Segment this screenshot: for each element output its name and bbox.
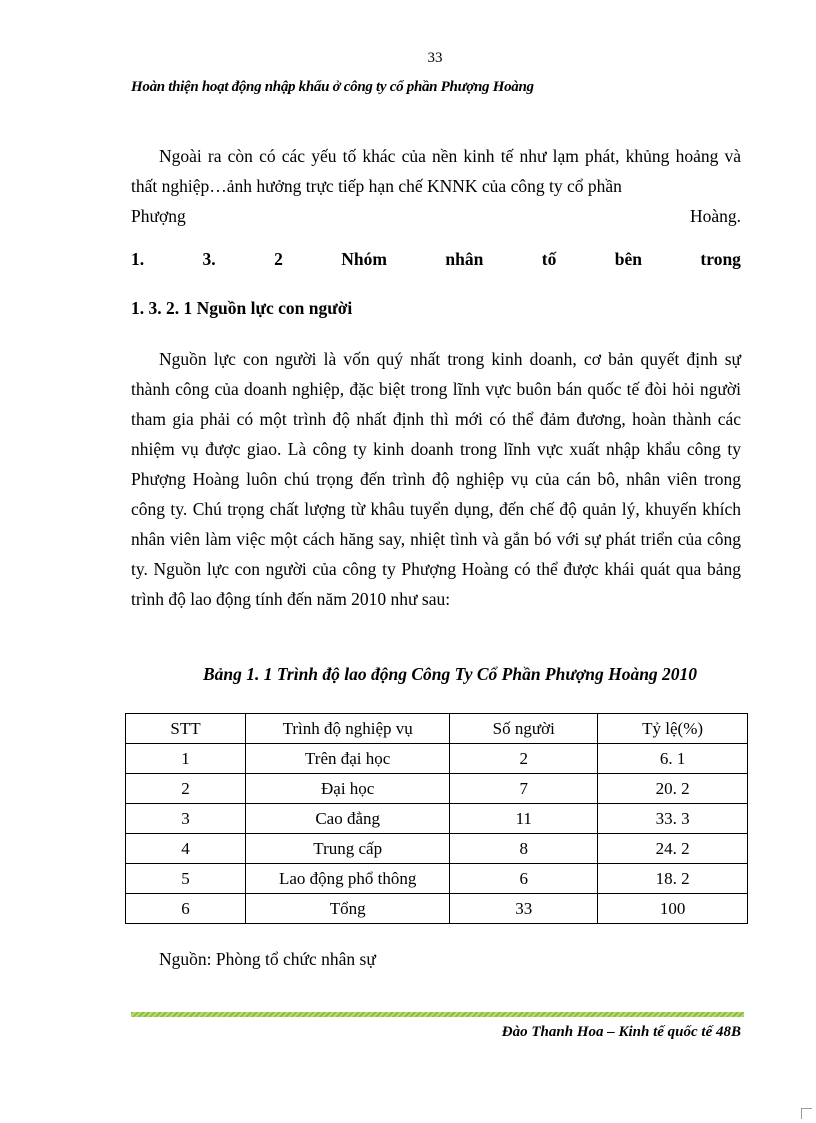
cell-count: 2 [450,744,598,774]
cell-rate: 33. 3 [598,804,748,834]
cell-rate: 100 [598,894,748,924]
cell-rate: 20. 2 [598,774,748,804]
paragraph-intro-last-word-left: Phượng [131,206,186,226]
cell-count: 8 [450,834,598,864]
cell-rate: 6. 1 [598,744,748,774]
cell-level: Tổng [246,894,450,924]
table-row-total [126,894,748,924]
table-row [126,774,748,804]
cell-stt: 6 [126,894,246,924]
cell-level: Lao động phổ thông [246,864,450,894]
paragraph-human-resources: Nguồn lực con người là vốn quý nhất trong kinh doanh, cơ bản quyết định sự thành công của doanh nghiệp, đặc biệt trong lĩnh vực buôn bán quốc tế đòi hỏi người tham gia phải có một trình độ nhất định thì mới có thể đảm đương, hoàn thành các nhiệm vụ được giao. Là công ty kinh doanh trong lĩnh vực xuất nhập khẩu công ty Phượng Hoàng luôn chú trọng đến trình độ nghiệp vụ của cán bô, nhân viên trong công ty. Chú trọng chất lượng từ khâu tuyển dụng, đến chế độ quản lý, khuyến khích nhân viên làm việc một cách hăng say, nhiệt tình và gắn bó với sự phát triển của công ty. Nguồn lực con người của công ty Phượng Hoàng có thể được khái quát qua bảng trình độ lao động tính đến năm 2010 như sau: [131,349,741,609]
cell-level: Đại học [246,774,450,804]
section-heading-part: tố [541,249,557,269]
section-heading-part: trong [700,249,741,269]
labor-table [125,713,748,924]
cell-level: Cao đẳng [246,804,450,834]
page-corner-mark [801,1108,812,1119]
cell-rate: 24. 2 [598,834,748,864]
section-heading-part: Nhóm [341,249,387,269]
paragraph-intro [131,141,741,231]
table-row [126,834,748,864]
subsection-heading: 1. 3. 2. 1 Nguồn lực con người [131,298,353,318]
cell-level: Trung cấp [246,834,450,864]
table-row [126,744,748,774]
cell-rate: 18. 2 [598,864,748,894]
header-rate: Tỷ lệ(%) [598,714,748,744]
paragraph-intro-last-word-right: Hoàng. [689,206,741,226]
footer-author: Đào Thanh Hoa – Kinh tế quốc tế 48B [501,1024,741,1040]
table-row [126,864,748,894]
page-number: 33 [427,50,443,66]
source-note: Nguồn: Phòng tổ chức nhân sự [159,949,376,969]
header-stt: STT [126,714,246,744]
cell-stt: 1 [126,744,246,774]
table-row [126,804,748,834]
footer-divider [131,1012,744,1017]
table-caption: Bảng 1. 1 Trình độ lao động Công Ty Cổ Phần Phượng Hoàng 2010 [202,664,698,684]
cell-stt: 5 [126,864,246,894]
section-heading-part: bên [614,249,642,269]
section-heading [131,249,741,270]
cell-count: 11 [450,804,598,834]
paragraph-intro-last-line [131,201,741,231]
section-heading-part: 3. [202,249,216,269]
cell-level: Trên đại học [246,744,450,774]
paragraph-intro-text: Ngoài ra còn có các yếu tố khác của nền kinh tế như lạm phát, khủng hoảng và thất nghiệp…ảnh hưởng trực tiếp hạn chế KNNK của công ty cổ phần [131,146,741,196]
section-heading-part: 2 [274,249,283,269]
cell-count: 33 [450,894,598,924]
cell-count: 6 [450,864,598,894]
header-title: Hoàn thiện hoạt động nhập khẩu ở công ty cổ phần Phượng Hoàng [131,79,534,95]
section-heading-part: nhân [445,249,484,269]
section-heading-part: 1. [131,249,145,269]
cell-stt: 2 [126,774,246,804]
cell-count: 7 [450,774,598,804]
header-count: Số người [450,714,598,744]
header-level: Trình độ nghiệp vụ [246,714,450,744]
cell-stt: 3 [126,804,246,834]
table-header-row [126,714,748,744]
cell-stt: 4 [126,834,246,864]
